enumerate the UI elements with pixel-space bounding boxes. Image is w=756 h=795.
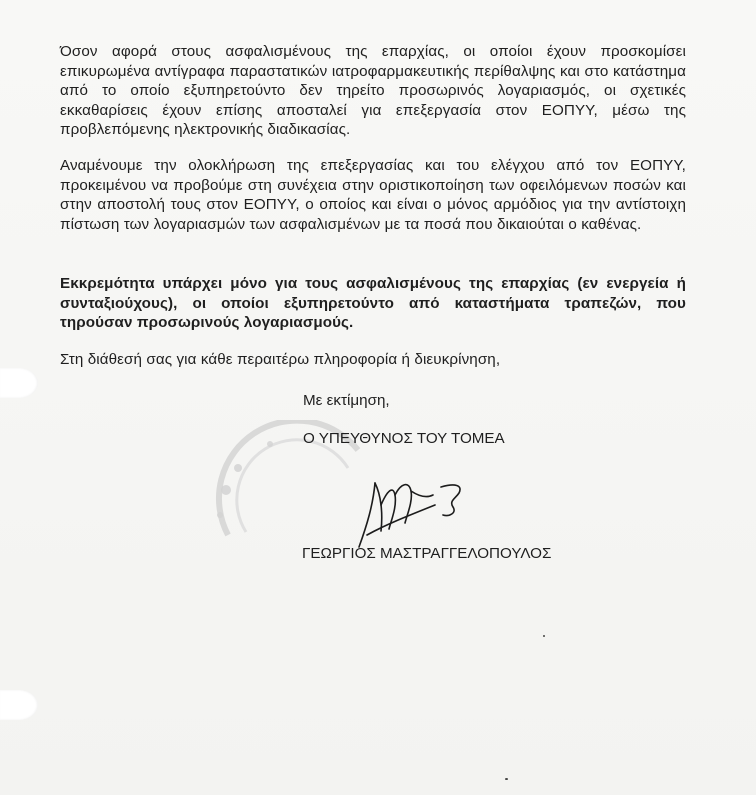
letter-paragraph: Όσον αφορά στους ασφαλισμένους της επαρχίας, οι οποίοι έχουν προσκομίσει επικυρωμένα αντίγραφα παραστατικών ιατροφαρμακευτικής περίθαλψης και στο κατάστημα από το οποίο εξυπηρετούντο δεν τηρείτο προσωρινός λογαριασμός, οι σχετικές εκκαθαρίσεις έχουν επίσης αποσταλεί για επεξεργασία στον ΕΟΠΥΥ, μέσω της προβλεπόμενης ηλεκτρονικής διαδικασίας. (60, 43, 686, 138)
scan-speck (505, 778, 508, 780)
punch-hole (0, 690, 38, 720)
letter-paragraph-bold: Εκκρεμότητα υπάρχει μόνο για τους ασφαλισμένους της επαρχίας (εν ενεργεία ή συνταξιούχους), οι οποίοι εξυπηρετούντο από καταστήματα τραπεζών, που τηρούσαν προσωρινούς λογαριασμούς. (60, 275, 686, 331)
closing-salutation: Με εκτίμηση, (303, 392, 390, 409)
letter-paragraph: Αναμένουμε την ολοκλήρωση της επεξεργασίας και του ελέγχου από τον ΕΟΠΥΥ, προκειμένου να προβούμε στη συνέχεια στην οριστικοποίηση των οφειλόμενων ποσών και στην αποστολή τους στον ΕΟΠΥΥ, ο οποίος και είναι ο μόνος αρμόδιος για την αντίστοιχη πίστωση των λογαριασμών των ασφαλισμένων με τα ποσά που δικαιούται ο καθένας. (60, 157, 686, 233)
signatory-role: Ο ΥΠΕΥΘΥΝΟΣ ΤΟΥ ΤΟΜΕΑ (303, 430, 505, 447)
scan-speck (543, 635, 545, 637)
letter-paragraph: Στη διάθεσή σας για κάθε περαιτέρω πληροφορία ή διευκρίνηση, (60, 351, 501, 368)
punch-hole (0, 368, 38, 398)
signatory-name: ΓΕΩΡΓΙΟΣ ΜΑΣΤΡΑΓΓΕΛΟΠΟΥΛΟΣ (302, 545, 552, 562)
